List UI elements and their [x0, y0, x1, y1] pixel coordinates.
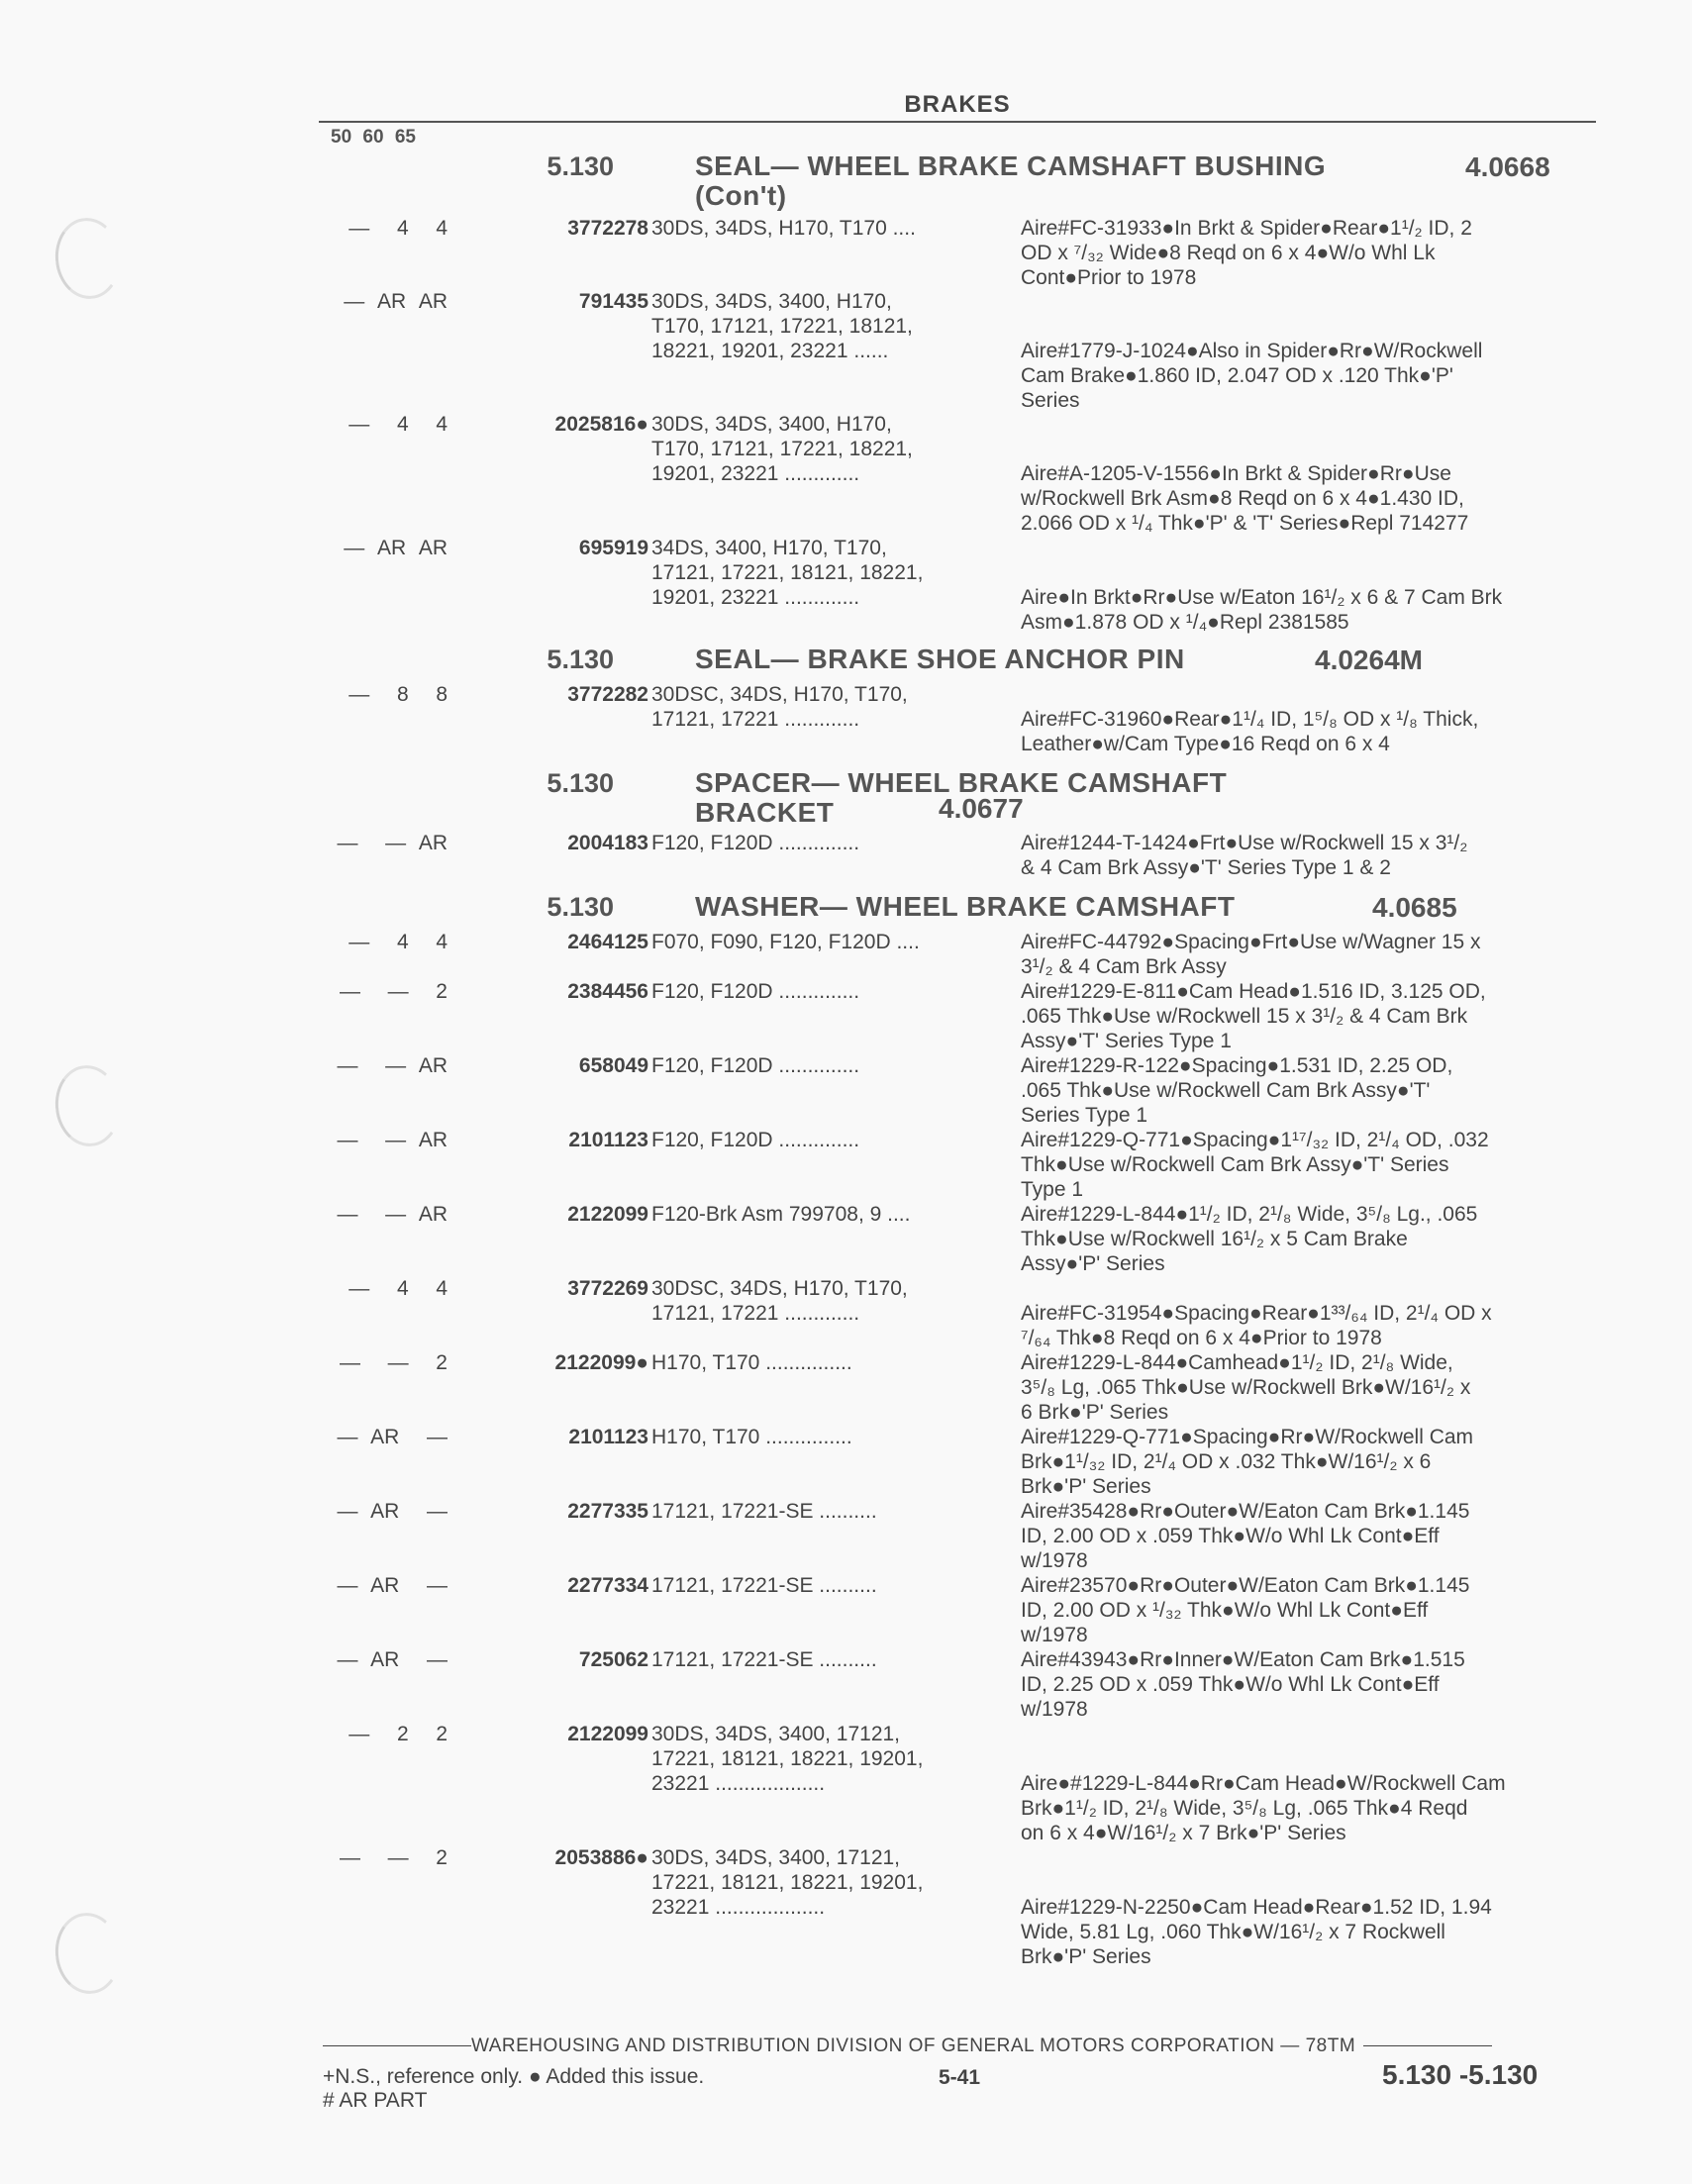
- models: 17121, 17221-SE ..........: [651, 1500, 877, 1523]
- models: 30DS, 34DS, 3400, H170, T170, 17121, 17221, 18121, 18221, 19201, 23221 ......: [651, 290, 913, 362]
- footer-rule-right: [1363, 2045, 1492, 2046]
- binder-hole-middle: [51, 1062, 125, 1149]
- description: Aire●In Brkt●Rr●Use w/Eaton 16¹/₂ x 6 & 7 Cam Brk Asm●1.878 OD x ¹/₄●Repl 2381585: [1021, 586, 1503, 634]
- footnote-legend: +N.S., reference only. ● Added this issue.: [323, 2065, 705, 2088]
- description: Aire#23570●Rr●Outer●W/Eaton Cam Brk●1.145 ID, 2.00 OD x ¹/₃₂ Thk●W/o Whl Lk Cont●Eff w/1978: [1021, 1574, 1470, 1646]
- part-number: 695919: [578, 537, 648, 559]
- section-ref: 4.0264M: [1315, 645, 1423, 675]
- description: Aire#1229-E-811●Cam Head●1.516 ID, 3.125 OD, .065 Thk●Use w/Rockwell 15 x 3¹/₂ & 4 Cam Brk Assy●'T' Series Type 1: [1021, 980, 1486, 1052]
- models: 30DS, 34DS, 3400, H170, T170, 17121, 17221, 18221, 19201, 23221 .............: [651, 413, 913, 485]
- section-number: 5.130: [547, 768, 614, 798]
- description: Aire#1779-J-1024●Also in Spider●Rr●W/Rockwell Cam Brake●1.860 ID, 2.047 OD x .120 Thk●'P' Series: [1021, 340, 1483, 412]
- models: F070, F090, F120, F120D ....: [651, 931, 920, 953]
- qty-cols: — AR AR: [344, 290, 448, 313]
- part-number: 2122099●: [554, 1351, 648, 1374]
- description: Aire#A-1205-V-1556●In Brkt & Spider●Rr●Use w/Rockwell Brk Asm●8 Reqd on 6 x 4●1.430 ID, 2.066 OD x ¹/₄ Thk●'P' & 'T' Series●Repl 714277: [1021, 462, 1469, 535]
- part-number: 2122099: [567, 1723, 648, 1745]
- qty-cols: — 2 2: [348, 1723, 448, 1745]
- qty-cols: — 4 4: [348, 413, 448, 436]
- section-number: 5.130: [547, 892, 614, 922]
- qty-cols: — AR —: [337, 1648, 448, 1671]
- description: Aire#1229-L-844●Camhead●1¹/₂ ID, 2¹/₈ Wide, 3⁵/₈ Lg, .065 Thk●Use w/Rockwell Brk●W/16¹/₂ x 6 Brk●'P' Series: [1021, 1351, 1471, 1424]
- models: 30DSC, 34DS, H170, T170, 17121, 17221 .............: [651, 683, 908, 731]
- footer-division-text: WAREHOUSING AND DISTRIBUTION DIVISION OF GENERAL MOTORS CORPORATION — 78TM: [471, 2035, 1356, 2056]
- qty-cols: — — 2: [339, 980, 448, 1003]
- qty-cols: — — AR: [337, 1054, 448, 1077]
- qty-cols: — — AR: [337, 832, 448, 854]
- section-number: 5.130: [547, 645, 614, 674]
- qty-cols: — 4 4: [348, 1277, 448, 1300]
- description: Aire#1229-R-122●Spacing●1.531 ID, 2.25 OD, .065 Thk●Use w/Rockwell Cam Brk Assy●'T' Series Type 1: [1021, 1054, 1453, 1127]
- section-number: 5.130: [547, 151, 614, 181]
- page-number: 5-41: [939, 2066, 981, 2089]
- models: F120, F120D ..............: [651, 1054, 860, 1077]
- description: Aire#FC-44792●Spacing●Frt●Use w/Wagner 15 x 3¹/₂ & 4 Cam Brk Assy: [1021, 931, 1481, 978]
- part-number: 791435: [578, 290, 648, 313]
- part-number: 2004183: [567, 832, 648, 854]
- qty-cols: — — AR: [337, 1203, 448, 1226]
- part-number: 2053886●: [554, 1846, 648, 1869]
- models: F120-Brk Asm 799708, 9 ....: [651, 1203, 911, 1226]
- page-header: [319, 91, 1596, 123]
- models: F120, F120D ..............: [651, 832, 860, 854]
- models: H170, T170 ...............: [651, 1351, 852, 1374]
- part-number: 2101123: [568, 1426, 648, 1448]
- section-ref: 4.0677: [939, 793, 1024, 824]
- qty-cols: — 4 4: [348, 217, 448, 240]
- binder-hole-bottom: [51, 1910, 125, 1997]
- section-range: 5.130 -5.130: [1382, 2059, 1539, 2090]
- models: 34DS, 3400, H170, T170, 17121, 17221, 18121, 18221, 19201, 23221 .............: [651, 537, 924, 609]
- description: Aire#1229-N-2250●Cam Head●Rear●1.52 ID, 1.94 Wide, 5.81 Lg, .060 Thk●W/16¹/₂ x 7 Rockwell Brk●'P' Series: [1021, 1896, 1492, 1968]
- section-title: WASHER— WHEEL BRAKE CAMSHAFT: [695, 891, 1236, 922]
- part-number: 2277334: [567, 1574, 648, 1597]
- part-number: 2277335: [567, 1500, 648, 1523]
- section-ref: 4.0668: [1465, 151, 1550, 182]
- qty-cols: — — 2: [339, 1846, 448, 1869]
- models: 17121, 17221-SE ..........: [651, 1648, 877, 1671]
- description: Aire#43943●Rr●Inner●W/Eaton Cam Brk●1.515 ID, 2.25 OD x .059 Thk●W/o Whl Lk Cont●Eff w/1978: [1021, 1648, 1465, 1721]
- description: Aire#35428●Rr●Outer●W/Eaton Cam Brk●1.145 ID, 2.00 OD x .059 Thk●W/o Whl Lk Cont●Eff w/1978: [1021, 1500, 1470, 1572]
- part-number: 725062: [578, 1648, 648, 1671]
- footnote-ar-part: # AR PART: [323, 2089, 428, 2112]
- part-number: 2101123: [568, 1129, 648, 1151]
- footer-rule-left: [323, 2045, 471, 2046]
- part-number: 3772278: [567, 217, 648, 240]
- part-number: 3772282: [567, 683, 648, 706]
- qty-cols: — 8 8: [348, 683, 448, 706]
- models: 30DS, 34DS, H170, T170 ....: [651, 217, 916, 240]
- footer-division: [323, 2035, 1600, 2057]
- models: 30DS, 34DS, 3400, 17121, 17221, 18121, 18221, 19201, 23221 ...................: [651, 1846, 924, 1919]
- description: Aire#1229-L-844●1¹/₂ ID, 2¹/₈ Wide, 3⁵/₈ Lg., .065 Thk●Use w/Rockwell 16¹/₂ x 5 Cam Brake Assy●'P' Series: [1021, 1203, 1478, 1275]
- models: 17121, 17221-SE ..........: [651, 1574, 877, 1597]
- description: Aire●#1229-L-844●Rr●Cam Head●W/Rockwell Cam Brk●1¹/₂ ID, 2¹/₈ Wide, 3⁵/₈ Lg, .065 Thk●4 Reqd on 6 x 4●W/16¹/₂ x 7 Brk●'P' Series: [1021, 1772, 1506, 1844]
- section-heading: [515, 768, 1604, 828]
- models: 30DS, 34DS, 3400, 17121, 17221, 18121, 18221, 19201, 23221 ...................: [651, 1723, 924, 1795]
- binder-hole-top: [51, 215, 125, 302]
- qty-cols: — AR —: [337, 1426, 448, 1448]
- years-heading: 50 60 65: [331, 127, 416, 148]
- models: F120, F120D ..............: [651, 980, 860, 1003]
- description: Aire#FC-31933●In Brkt & Spider●Rear●1¹/₂ ID, 2 OD x ⁷/₃₂ Wide●8 Reqd on 6 x 4●W/o Whl Lk Cont●Prior to 1978: [1021, 217, 1472, 289]
- part-number: 2384456: [567, 980, 648, 1003]
- description: Aire#1229-Q-771●Spacing●1¹⁷/₃₂ ID, 2¹/₄ OD, .032 Thk●Use w/Rockwell Cam Brk Assy●'T' Series Type 1: [1021, 1129, 1489, 1201]
- description: Aire#FC-31954●Spacing●Rear●1³³/₆₄ ID, 2¹/₄ OD x ⁷/₆₄ Thk●8 Reqd on 6 x 4●Prior to 1978: [1021, 1302, 1492, 1349]
- page-title: BRAKES: [904, 91, 1011, 118]
- description: Aire#1229-Q-771●Spacing●Rr●W/Rockwell Cam Brk●1¹/₃₂ ID, 2¹/₄ OD x .032 Thk●W/16¹/₂ x 6 Brk●'P' Series: [1021, 1426, 1474, 1498]
- models: H170, T170 ...............: [651, 1426, 852, 1448]
- part-number: 2025816●: [554, 413, 648, 436]
- part-number: 3772269: [567, 1277, 648, 1300]
- part-number: 658049: [578, 1054, 648, 1077]
- models: F120, F120D ..............: [651, 1129, 860, 1151]
- qty-cols: — AR —: [337, 1500, 448, 1523]
- section-title: SPACER— WHEEL BRAKE CAMSHAFT BRACKET: [695, 767, 1228, 828]
- part-number: 2122099: [567, 1203, 648, 1226]
- qty-cols: — AR AR: [344, 537, 448, 559]
- qty-cols: — 4 4: [348, 931, 448, 953]
- models: 30DSC, 34DS, H170, T170, 17121, 17221 .............: [651, 1277, 908, 1325]
- qty-cols: — — 2: [339, 1351, 448, 1374]
- section-ref: 4.0685: [1372, 892, 1457, 923]
- description: Aire#1244-T-1424●Frt●Use w/Rockwell 15 x 3¹/₂ & 4 Cam Brk Assy●'T' Series Type 1 & 2: [1021, 832, 1468, 879]
- section-heading: [515, 151, 1604, 211]
- section-title: SEAL— WHEEL BRAKE CAMSHAFT BUSHING (Con't): [695, 150, 1327, 211]
- description: Aire#FC-31960●Rear●1¹/₄ ID, 1⁵/₈ OD x ¹/₈ Thick, Leather●w/Cam Type●16 Reqd on 6 x 4: [1021, 708, 1479, 755]
- qty-cols: — AR —: [337, 1574, 448, 1597]
- qty-cols: — — AR: [337, 1129, 448, 1151]
- section-title: SEAL— BRAKE SHOE ANCHOR PIN: [695, 644, 1185, 674]
- part-number: 2464125: [567, 931, 648, 953]
